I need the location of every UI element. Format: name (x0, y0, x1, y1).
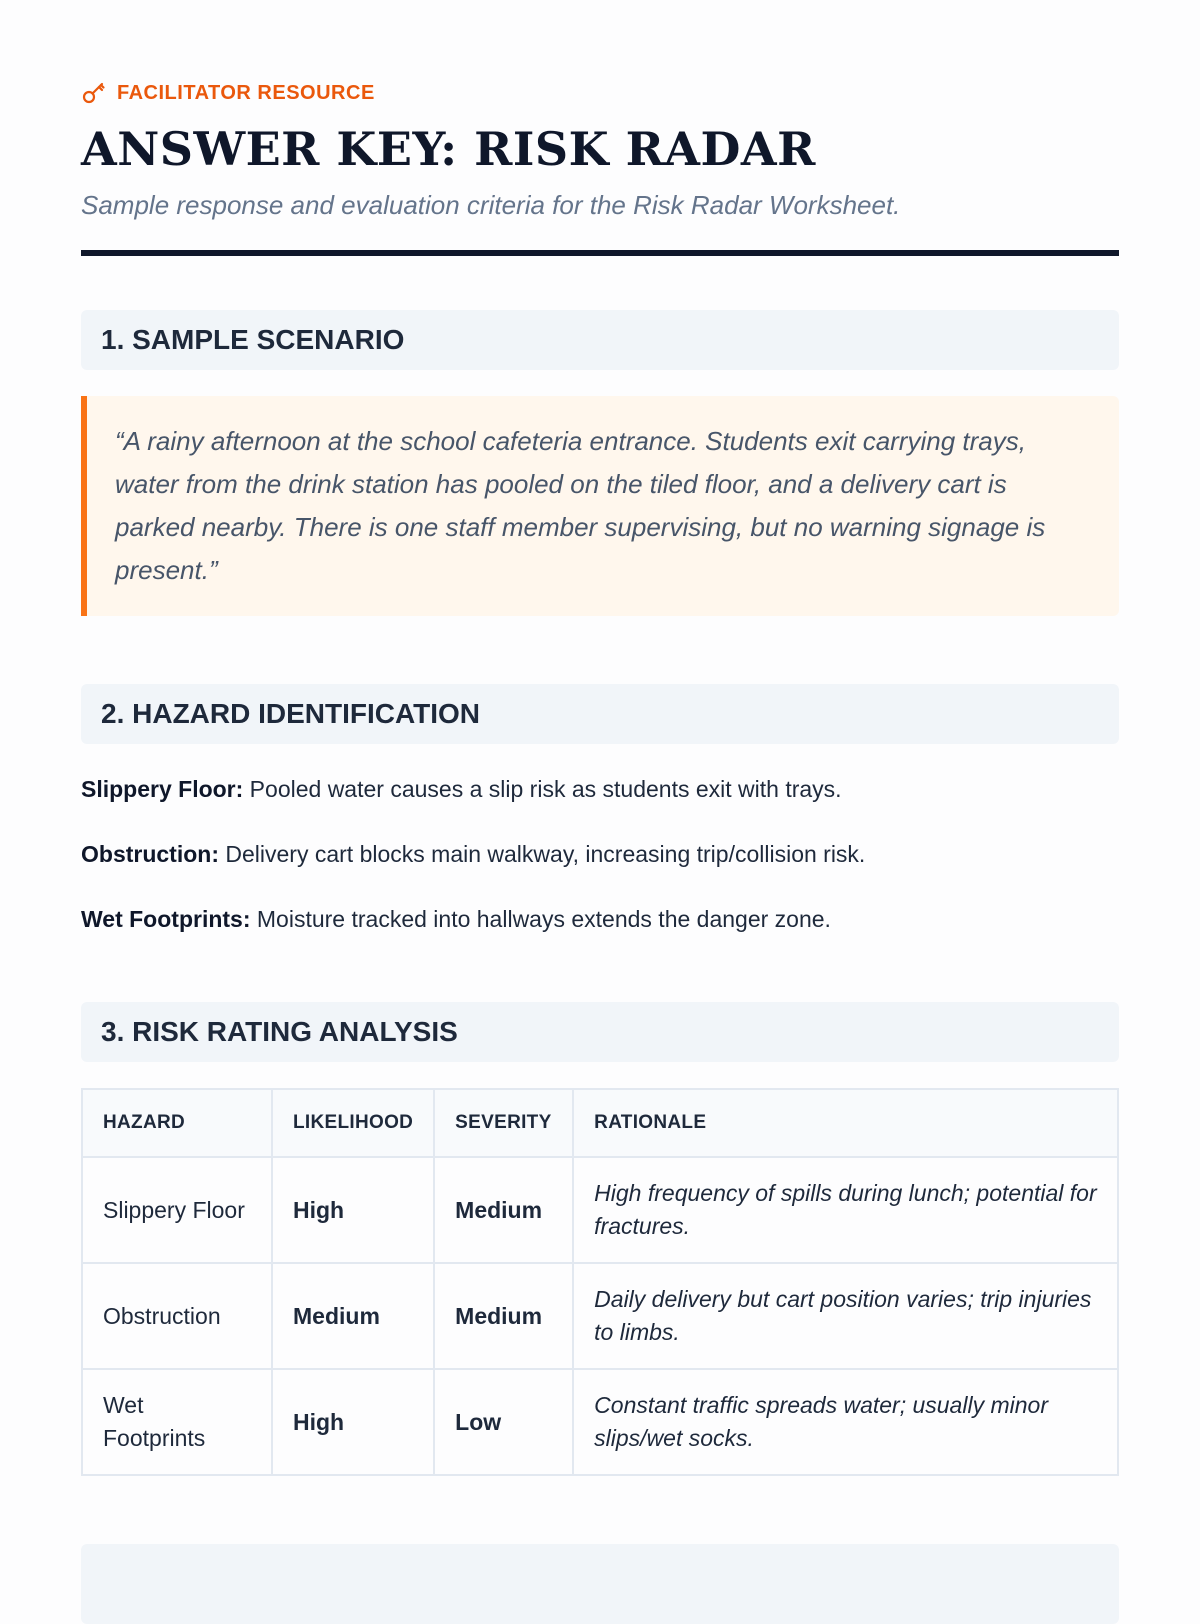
column-header-severity: SEVERITY (434, 1089, 573, 1157)
hazard-description: Pooled water causes a slip risk as students exit with trays. (243, 776, 842, 802)
kicker (81, 78, 1119, 108)
section-heading-risk: 3. RISK RATING ANALYSIS (81, 1002, 1119, 1062)
cell-severity: Low (434, 1369, 573, 1475)
cell-hazard: Slippery Floor (82, 1157, 272, 1263)
cell-severity: Medium (434, 1157, 573, 1263)
table-row (82, 1157, 1118, 1263)
hazard-description: Delivery cart blocks main walkway, increasing trip/collision risk. (219, 841, 866, 867)
scenario-quote: “A rainy afternoon at the school cafeteria entrance. Students exit carrying trays, water from the drink station has pooled on the tiled floor, and a delivery cart is parked nearby. There is one staff member supervising, but no warning signage is present.” (81, 396, 1119, 616)
section-heading-hazards: 2. HAZARD IDENTIFICATION (81, 684, 1119, 744)
cell-likelihood: Medium (272, 1263, 434, 1369)
table-header-row (82, 1089, 1118, 1157)
hazard-item (81, 839, 1119, 869)
cell-likelihood: High (272, 1369, 434, 1475)
key-icon (81, 80, 107, 106)
section-heading-scenario: 1. SAMPLE SCENARIO (81, 310, 1119, 370)
section-heading-next (81, 1544, 1119, 1624)
page-title: ANSWER KEY: RISK RADAR (81, 122, 816, 176)
hazard-description: Moisture tracked into hallways extends the danger zone. (250, 906, 831, 932)
cell-rationale: Constant traffic spreads water; usually minor slips/wet socks. (573, 1369, 1118, 1475)
cell-likelihood: High (272, 1157, 434, 1263)
hazard-label: Obstruction: (81, 841, 219, 867)
hazard-item (81, 774, 1119, 804)
column-header-rationale: RATIONALE (573, 1089, 1118, 1157)
hazard-label: Slippery Floor: (81, 776, 244, 802)
column-header-likelihood: LIKELIHOOD (272, 1089, 434, 1157)
kicker-label: FACILITATOR RESOURCE (117, 81, 375, 104)
risk-rating-table (81, 1088, 1119, 1476)
header-divider (81, 250, 1119, 256)
cell-rationale: Daily delivery but cart position varies; trip injuries to limbs. (573, 1263, 1118, 1369)
column-header-hazard: HAZARD (82, 1089, 272, 1157)
table-row (82, 1263, 1118, 1369)
cell-hazard: Obstruction (82, 1263, 272, 1369)
hazard-item (81, 904, 1119, 934)
table-row (82, 1369, 1118, 1475)
cell-rationale: High frequency of spills during lunch; potential for fractures. (573, 1157, 1118, 1263)
page-subtitle: Sample response and evaluation criteria for the Risk Radar Worksheet. (81, 190, 901, 220)
cell-hazard: Wet Footprints (82, 1369, 272, 1475)
hazard-label: Wet Footprints: (81, 906, 251, 932)
cell-severity: Medium (434, 1263, 573, 1369)
